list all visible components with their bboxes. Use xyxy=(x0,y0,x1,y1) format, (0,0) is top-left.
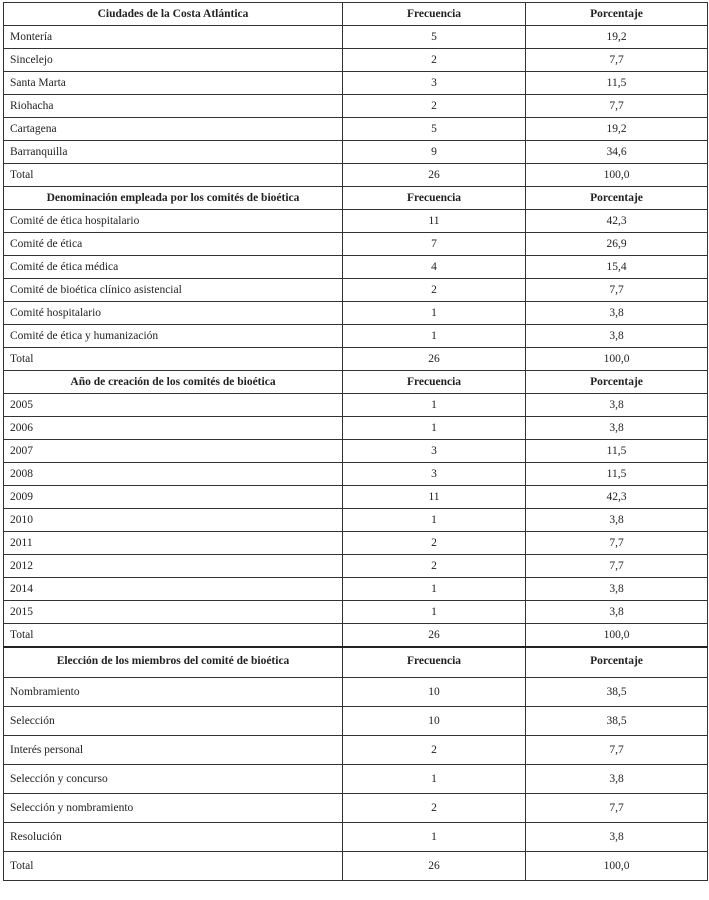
percentage-value: 3,8 xyxy=(526,509,708,532)
row-label: Nombramiento xyxy=(4,678,343,707)
section-header-member-election xyxy=(4,647,708,678)
row-label: 2005 xyxy=(4,394,343,417)
frequency-value: 2 xyxy=(343,532,526,555)
table-row xyxy=(4,532,708,555)
section-title: Ciudades de la Costa Atlántica xyxy=(4,3,343,26)
frequency-value: 1 xyxy=(343,325,526,348)
section-header-denomination xyxy=(4,187,708,210)
frequency-value: 26 xyxy=(343,348,526,371)
frequency-value: 7 xyxy=(343,233,526,256)
frequency-value: 26 xyxy=(343,164,526,187)
frequency-value: 10 xyxy=(343,678,526,707)
row-label: 2014 xyxy=(4,578,343,601)
section-title: Elección de los miembros del comité de bioética xyxy=(4,647,343,678)
frequency-value: 11 xyxy=(343,486,526,509)
row-label: 2006 xyxy=(4,417,343,440)
row-label: Comité de ética médica xyxy=(4,256,343,279)
table-row xyxy=(4,601,708,624)
row-label: Selección xyxy=(4,707,343,736)
row-label: Barranquilla xyxy=(4,141,343,164)
percentage-value: 7,7 xyxy=(526,49,708,72)
row-label: 2009 xyxy=(4,486,343,509)
table-row xyxy=(4,394,708,417)
percentage-value: 3,8 xyxy=(526,601,708,624)
percentage-value: 26,9 xyxy=(526,233,708,256)
frequency-header: Frecuencia xyxy=(343,647,526,678)
table-row xyxy=(4,256,708,279)
percentage-value: 100,0 xyxy=(526,348,708,371)
percentage-value: 3,8 xyxy=(526,394,708,417)
table-row xyxy=(4,141,708,164)
frequency-value: 1 xyxy=(343,509,526,532)
section-header-cities xyxy=(4,3,708,26)
row-label: Selección y nombramiento xyxy=(4,794,343,823)
percentage-value: 7,7 xyxy=(526,736,708,765)
percentage-value: 100,0 xyxy=(526,164,708,187)
percentage-value: 34,6 xyxy=(526,141,708,164)
table-row xyxy=(4,624,708,648)
table-row xyxy=(4,348,708,371)
section-title: Año de creación de los comités de bioética xyxy=(4,371,343,394)
table-row xyxy=(4,578,708,601)
row-label: Comité hospitalario xyxy=(4,302,343,325)
percentage-value: 3,8 xyxy=(526,417,708,440)
frequency-value: 1 xyxy=(343,823,526,852)
percentage-value: 19,2 xyxy=(526,118,708,141)
frequency-value: 1 xyxy=(343,417,526,440)
row-label: Cartagena xyxy=(4,118,343,141)
table-row xyxy=(4,210,708,233)
table-row xyxy=(4,765,708,794)
percentage-value: 100,0 xyxy=(526,852,708,881)
row-label: 2015 xyxy=(4,601,343,624)
percentage-value: 3,8 xyxy=(526,578,708,601)
percentage-value: 11,5 xyxy=(526,440,708,463)
frequency-value: 9 xyxy=(343,141,526,164)
table-row xyxy=(4,417,708,440)
table-body xyxy=(4,3,708,881)
row-label: Total xyxy=(4,852,343,881)
row-label: Comité de ética hospitalario xyxy=(4,210,343,233)
frequency-value: 1 xyxy=(343,394,526,417)
percentage-value: 11,5 xyxy=(526,463,708,486)
frequency-value: 26 xyxy=(343,624,526,648)
row-label: Sincelejo xyxy=(4,49,343,72)
table-row xyxy=(4,440,708,463)
table-row xyxy=(4,164,708,187)
frequency-value: 2 xyxy=(343,555,526,578)
row-label: 2010 xyxy=(4,509,343,532)
frequency-value: 1 xyxy=(343,578,526,601)
frequency-header: Frecuencia xyxy=(343,3,526,26)
frequency-value: 11 xyxy=(343,210,526,233)
frequency-value: 2 xyxy=(343,279,526,302)
percentage-value: 38,5 xyxy=(526,707,708,736)
table-row xyxy=(4,852,708,881)
table-row xyxy=(4,823,708,852)
row-label: Interés personal xyxy=(4,736,343,765)
percentage-value: 100,0 xyxy=(526,624,708,648)
frequency-value: 3 xyxy=(343,463,526,486)
frequency-value: 3 xyxy=(343,72,526,95)
row-label: Selección y concurso xyxy=(4,765,343,794)
percentage-value: 15,4 xyxy=(526,256,708,279)
percentage-header: Porcentaje xyxy=(526,371,708,394)
percentage-value: 7,7 xyxy=(526,794,708,823)
percentage-value: 3,8 xyxy=(526,765,708,794)
row-label: Total xyxy=(4,624,343,648)
percentage-value: 3,8 xyxy=(526,823,708,852)
percentage-value: 19,2 xyxy=(526,26,708,49)
row-label: Comité de bioética clínico asistencial xyxy=(4,279,343,302)
percentage-value: 7,7 xyxy=(526,555,708,578)
table-row xyxy=(4,325,708,348)
row-label: Riohacha xyxy=(4,95,343,118)
table-row xyxy=(4,794,708,823)
percentage-header: Porcentaje xyxy=(526,647,708,678)
section-title: Denominación empleada por los comités de bioética xyxy=(4,187,343,210)
row-label: Total xyxy=(4,348,343,371)
frequency-value: 26 xyxy=(343,852,526,881)
table-row xyxy=(4,279,708,302)
frequency-value: 10 xyxy=(343,707,526,736)
row-label: 2008 xyxy=(4,463,343,486)
table-row xyxy=(4,555,708,578)
percentage-value: 11,5 xyxy=(526,72,708,95)
row-label: Comité de ética xyxy=(4,233,343,256)
frequency-value: 2 xyxy=(343,95,526,118)
frequency-value: 5 xyxy=(343,26,526,49)
frequency-value: 2 xyxy=(343,736,526,765)
table-row xyxy=(4,49,708,72)
percentage-header: Porcentaje xyxy=(526,187,708,210)
frequency-value: 1 xyxy=(343,601,526,624)
row-label: Santa Marta xyxy=(4,72,343,95)
row-label: Comité de ética y humanización xyxy=(4,325,343,348)
percentage-value: 3,8 xyxy=(526,302,708,325)
table-row xyxy=(4,736,708,765)
frequency-value: 3 xyxy=(343,440,526,463)
table-row xyxy=(4,95,708,118)
frequency-value: 1 xyxy=(343,302,526,325)
table-row xyxy=(4,678,708,707)
table-row xyxy=(4,463,708,486)
table-row xyxy=(4,72,708,95)
percentage-header: Porcentaje xyxy=(526,3,708,26)
percentage-value: 7,7 xyxy=(526,532,708,555)
table-row xyxy=(4,118,708,141)
frequency-value: 1 xyxy=(343,765,526,794)
percentage-value: 7,7 xyxy=(526,279,708,302)
section-header-creation-year xyxy=(4,371,708,394)
row-label: Resolución xyxy=(4,823,343,852)
frequency-value: 2 xyxy=(343,794,526,823)
row-label: Total xyxy=(4,164,343,187)
frequency-value: 2 xyxy=(343,49,526,72)
frequency-value: 5 xyxy=(343,118,526,141)
data-table xyxy=(3,2,708,881)
percentage-value: 7,7 xyxy=(526,95,708,118)
frequency-header: Frecuencia xyxy=(343,187,526,210)
percentage-value: 42,3 xyxy=(526,210,708,233)
table-row xyxy=(4,486,708,509)
table-row xyxy=(4,302,708,325)
table-row xyxy=(4,26,708,49)
frequency-value: 4 xyxy=(343,256,526,279)
frequency-header: Frecuencia xyxy=(343,371,526,394)
row-label: 2011 xyxy=(4,532,343,555)
table-row xyxy=(4,707,708,736)
table-row xyxy=(4,509,708,532)
row-label: 2012 xyxy=(4,555,343,578)
percentage-value: 38,5 xyxy=(526,678,708,707)
row-label: 2007 xyxy=(4,440,343,463)
percentage-value: 42,3 xyxy=(526,486,708,509)
row-label: Montería xyxy=(4,26,343,49)
percentage-value: 3,8 xyxy=(526,325,708,348)
table-row xyxy=(4,233,708,256)
